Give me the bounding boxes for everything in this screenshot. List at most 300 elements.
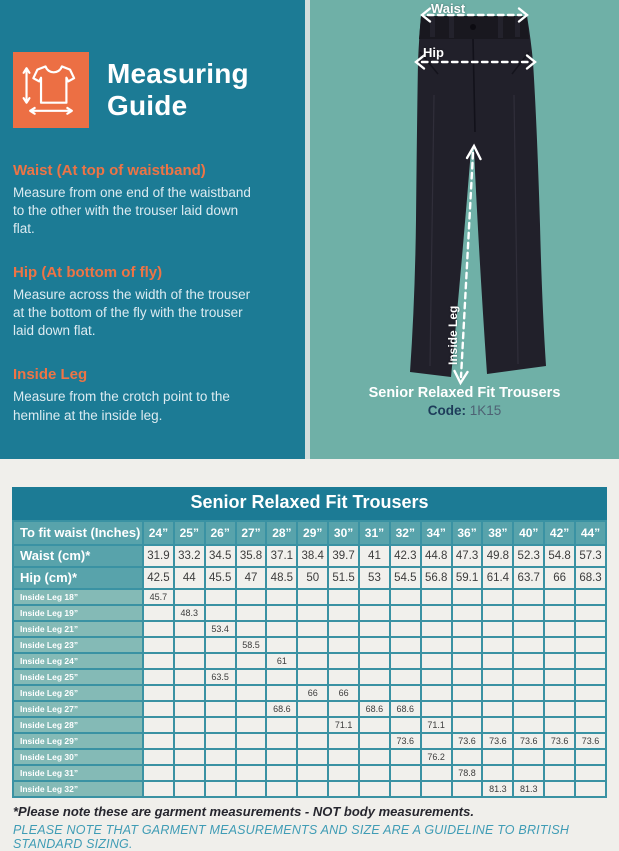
row-label-cell: Inside Leg 19” bbox=[13, 605, 143, 621]
measurement-cell bbox=[297, 781, 328, 797]
measurement-cell: 71.1 bbox=[421, 717, 452, 733]
measurement-cell bbox=[143, 621, 174, 637]
measurement-cell bbox=[390, 685, 421, 701]
table-row bbox=[13, 567, 606, 589]
measurement-cell bbox=[266, 605, 297, 621]
measurement-cell: 76.2 bbox=[421, 749, 452, 765]
measurement-cell bbox=[390, 781, 421, 797]
measurement-cell bbox=[452, 621, 483, 637]
measurement-cell: 42.5 bbox=[143, 567, 174, 589]
page-title-line1: Measuring bbox=[107, 58, 249, 89]
measurement-cell bbox=[174, 765, 205, 781]
measurement-cell bbox=[143, 781, 174, 797]
measurement-cell bbox=[236, 621, 267, 637]
measurement-cell: 68.6 bbox=[390, 701, 421, 717]
measurement-cell bbox=[328, 701, 359, 717]
row-label-cell: Inside Leg 27” bbox=[13, 701, 143, 717]
measurement-cell bbox=[328, 621, 359, 637]
measurement-cell bbox=[390, 621, 421, 637]
measurement-cell bbox=[174, 685, 205, 701]
measurement-cell bbox=[297, 605, 328, 621]
measurement-cell bbox=[143, 749, 174, 765]
measurement-cell bbox=[297, 621, 328, 637]
measurement-cell bbox=[143, 733, 174, 749]
measurement-cell bbox=[513, 749, 544, 765]
measurement-cell bbox=[421, 669, 452, 685]
measurement-cell bbox=[359, 749, 390, 765]
measurement-cell bbox=[421, 733, 452, 749]
measurement-cell: 81.3 bbox=[482, 781, 513, 797]
measurement-cell bbox=[205, 717, 236, 733]
measurement-cell bbox=[236, 685, 267, 701]
measurement-cell bbox=[482, 637, 513, 653]
measurement-cell bbox=[266, 733, 297, 749]
measurement-cell: 53.4 bbox=[205, 621, 236, 637]
measurement-cell bbox=[575, 589, 606, 605]
measurement-cell: 66 bbox=[328, 685, 359, 701]
measure-section bbox=[13, 162, 289, 238]
measurement-cell bbox=[205, 653, 236, 669]
measurement-cell bbox=[452, 685, 483, 701]
measurement-cell bbox=[205, 765, 236, 781]
waist-diagram-label: Waist bbox=[431, 1, 466, 16]
measurement-cell bbox=[297, 637, 328, 653]
measurement-cell: 68.3 bbox=[575, 567, 606, 589]
table-row bbox=[13, 637, 606, 653]
measurement-cell bbox=[143, 685, 174, 701]
measurement-cell: 48.5 bbox=[266, 567, 297, 589]
measurement-cell: 54.8 bbox=[544, 545, 575, 567]
trouser-button bbox=[470, 24, 476, 30]
measurement-cell: 73.6 bbox=[544, 733, 575, 749]
measurement-cell: 45.5 bbox=[205, 567, 236, 589]
measurement-cell bbox=[575, 653, 606, 669]
measurement-cell bbox=[297, 733, 328, 749]
measurement-cell: 68.6 bbox=[266, 701, 297, 717]
measurement-cell bbox=[236, 605, 267, 621]
measurement-cell: 63.7 bbox=[513, 567, 544, 589]
section-text-line: to the other with the trouser laid down bbox=[13, 203, 239, 219]
measurement-cell bbox=[328, 605, 359, 621]
size-header-cell: 30” bbox=[328, 521, 359, 545]
header-label-cell: To fit waist (Inches) bbox=[13, 521, 143, 545]
brand-block bbox=[0, 0, 305, 128]
measurement-cell bbox=[390, 605, 421, 621]
measurement-cell bbox=[266, 621, 297, 637]
measurement-cell bbox=[452, 781, 483, 797]
measurement-cell bbox=[143, 717, 174, 733]
measurement-cell: 35.8 bbox=[236, 545, 267, 567]
section-heading: Inside Leg bbox=[13, 366, 88, 384]
size-header-cell: 28” bbox=[266, 521, 297, 545]
measurement-cell bbox=[421, 589, 452, 605]
table-row bbox=[13, 701, 606, 717]
measurement-cell bbox=[513, 669, 544, 685]
measurement-cell bbox=[513, 701, 544, 717]
size-header-cell: 24” bbox=[143, 521, 174, 545]
table-header-row bbox=[13, 521, 606, 545]
size-header-cell: 44” bbox=[575, 521, 606, 545]
measurement-cell bbox=[205, 685, 236, 701]
garment-measurement-note: *Please note these are garment measurements - NOT body measurements. bbox=[13, 804, 474, 819]
measurement-cell: 57.3 bbox=[575, 545, 606, 567]
measure-section bbox=[13, 264, 289, 340]
measurement-cell bbox=[359, 733, 390, 749]
measurement-cell bbox=[421, 781, 452, 797]
measurement-cell: 63.5 bbox=[205, 669, 236, 685]
row-label-cell: Inside Leg 32” bbox=[13, 781, 143, 797]
measurement-cell bbox=[390, 589, 421, 605]
measurement-cell bbox=[359, 781, 390, 797]
measurement-cell: 61.4 bbox=[482, 567, 513, 589]
measurement-cell bbox=[359, 685, 390, 701]
measurement-cell: 53 bbox=[359, 567, 390, 589]
row-label-cell: Inside Leg 26” bbox=[13, 685, 143, 701]
measurement-cell: 58.5 bbox=[236, 637, 267, 653]
measurement-cell bbox=[297, 717, 328, 733]
row-label-cell: Inside Leg 29” bbox=[13, 733, 143, 749]
measurement-cell bbox=[328, 781, 359, 797]
size-header-cell: 34” bbox=[421, 521, 452, 545]
measurement-cell: 45.7 bbox=[143, 589, 174, 605]
measurement-cell bbox=[266, 765, 297, 781]
measurement-cell bbox=[236, 781, 267, 797]
measurement-cell bbox=[174, 717, 205, 733]
measurement-cell bbox=[513, 589, 544, 605]
page-title-line2: Guide bbox=[107, 90, 188, 122]
measurement-cell bbox=[205, 701, 236, 717]
measurement-cell bbox=[359, 621, 390, 637]
size-table-section bbox=[12, 487, 607, 798]
measurement-cell bbox=[452, 653, 483, 669]
measurement-cell bbox=[328, 765, 359, 781]
table-row bbox=[13, 605, 606, 621]
measurement-cell bbox=[575, 749, 606, 765]
measurement-cell: 37.1 bbox=[266, 545, 297, 567]
section-text-line: Measure from the crotch point to the bbox=[13, 389, 230, 405]
measurement-cell bbox=[452, 589, 483, 605]
row-label-cell: Inside Leg 30” bbox=[13, 749, 143, 765]
measurement-cell bbox=[143, 669, 174, 685]
measurement-cell bbox=[236, 733, 267, 749]
size-header-cell: 29” bbox=[297, 521, 328, 545]
measurement-cell bbox=[328, 589, 359, 605]
trouser-diagram-panel bbox=[310, 0, 619, 459]
measurement-cell: 47 bbox=[236, 567, 267, 589]
measurement-cell bbox=[482, 605, 513, 621]
measurement-cell bbox=[452, 717, 483, 733]
measurement-cell bbox=[513, 605, 544, 621]
measurement-cell: 51.5 bbox=[328, 567, 359, 589]
size-header-cell: 38” bbox=[482, 521, 513, 545]
measurement-cell bbox=[205, 781, 236, 797]
measurement-cell bbox=[544, 653, 575, 669]
measurement-cell bbox=[236, 765, 267, 781]
measurement-cell: 73.6 bbox=[513, 733, 544, 749]
row-label-cell: Inside Leg 18” bbox=[13, 589, 143, 605]
measurement-cell bbox=[575, 621, 606, 637]
section-text-line: hemline at the inside leg. bbox=[13, 407, 163, 423]
row-label-cell: Inside Leg 21” bbox=[13, 621, 143, 637]
measurement-cell bbox=[359, 605, 390, 621]
row-label-cell: Inside Leg 25” bbox=[13, 669, 143, 685]
measurement-cell bbox=[359, 653, 390, 669]
measurement-cell bbox=[390, 669, 421, 685]
section-text-line: flat. bbox=[13, 221, 35, 237]
measurement-cell bbox=[174, 669, 205, 685]
measurement-cell bbox=[205, 733, 236, 749]
measurement-cell: 44.8 bbox=[421, 545, 452, 567]
measurement-cell bbox=[174, 701, 205, 717]
row-label-cell: Inside Leg 24” bbox=[13, 653, 143, 669]
measurement-cell: 49.8 bbox=[482, 545, 513, 567]
size-header-cell: 27” bbox=[236, 521, 267, 545]
measurement-cell bbox=[452, 637, 483, 653]
table-row bbox=[13, 545, 606, 567]
measurement-cell bbox=[544, 669, 575, 685]
measurement-cell bbox=[544, 749, 575, 765]
measurement-cell bbox=[143, 701, 174, 717]
measurement-cell: 73.6 bbox=[575, 733, 606, 749]
section-heading: Waist (At top of waistband) bbox=[13, 162, 206, 179]
measurement-cell bbox=[359, 589, 390, 605]
measurement-cell: 50 bbox=[297, 567, 328, 589]
measurement-cell bbox=[359, 669, 390, 685]
table-row bbox=[13, 781, 606, 797]
measurement-cell bbox=[513, 717, 544, 733]
measurement-cell: 73.6 bbox=[482, 733, 513, 749]
measurement-cell bbox=[143, 765, 174, 781]
measurement-cell bbox=[544, 621, 575, 637]
measurement-cell bbox=[421, 765, 452, 781]
measurement-cell bbox=[390, 653, 421, 669]
measurement-cell bbox=[328, 749, 359, 765]
measurement-cell: 33.2 bbox=[174, 545, 205, 567]
measurement-cell bbox=[297, 653, 328, 669]
measurement-cell bbox=[390, 717, 421, 733]
measurement-cell bbox=[174, 637, 205, 653]
measurement-cell bbox=[266, 669, 297, 685]
section-text-line: Measure from one end of the waistband bbox=[13, 185, 251, 200]
measurement-cell: 73.6 bbox=[390, 733, 421, 749]
measurement-cell bbox=[544, 685, 575, 701]
measurement-cell bbox=[205, 605, 236, 621]
table-row bbox=[13, 621, 606, 637]
measurement-cell bbox=[452, 749, 483, 765]
measurement-cell: 78.8 bbox=[452, 765, 483, 781]
measurement-cell bbox=[390, 765, 421, 781]
measurement-cell bbox=[174, 621, 205, 637]
measurement-cell bbox=[359, 717, 390, 733]
measurement-cell bbox=[174, 749, 205, 765]
measurement-cell bbox=[482, 685, 513, 701]
table-row bbox=[13, 589, 606, 605]
measurement-cell: 48.3 bbox=[174, 605, 205, 621]
measurement-cell bbox=[513, 621, 544, 637]
row-label-cell: Inside Leg 23” bbox=[13, 637, 143, 653]
measurement-cell bbox=[174, 589, 205, 605]
measure-section bbox=[13, 366, 289, 424]
size-header-cell: 40” bbox=[513, 521, 544, 545]
measurement-cell bbox=[544, 717, 575, 733]
table-row bbox=[13, 717, 606, 733]
table-row bbox=[13, 749, 606, 765]
section-text-line: laid down flat. bbox=[13, 323, 96, 339]
measurement-cell bbox=[513, 685, 544, 701]
measurement-cell bbox=[482, 765, 513, 781]
measurement-cell bbox=[513, 637, 544, 653]
measurement-cell: 44 bbox=[174, 567, 205, 589]
measurement-cell: 73.6 bbox=[452, 733, 483, 749]
measurement-cell bbox=[266, 589, 297, 605]
measurement-cell bbox=[575, 765, 606, 781]
table-row bbox=[13, 669, 606, 685]
measurement-cell: 66 bbox=[297, 685, 328, 701]
measurement-cell bbox=[544, 701, 575, 717]
measurement-cell bbox=[544, 765, 575, 781]
measurement-cell bbox=[421, 621, 452, 637]
measurement-cell bbox=[452, 701, 483, 717]
section-heading: Hip (At bottom of fly) bbox=[13, 264, 163, 282]
measurement-cell bbox=[421, 685, 452, 701]
measurement-cell bbox=[236, 701, 267, 717]
measurement-cell bbox=[236, 717, 267, 733]
code-label: Code: bbox=[427, 403, 466, 418]
measurement-cell bbox=[297, 765, 328, 781]
measurement-cell bbox=[421, 637, 452, 653]
measuring-guide-panel bbox=[0, 0, 305, 459]
measurement-cell bbox=[482, 749, 513, 765]
measurement-cell bbox=[544, 605, 575, 621]
measurement-cell bbox=[266, 717, 297, 733]
measurement-cell bbox=[482, 701, 513, 717]
row-label-cell: Inside Leg 28” bbox=[13, 717, 143, 733]
measurement-cell bbox=[143, 653, 174, 669]
measurement-cell: 31.9 bbox=[143, 545, 174, 567]
measurement-cell: 42.3 bbox=[390, 545, 421, 567]
measurement-cell bbox=[544, 637, 575, 653]
measurement-cell bbox=[390, 749, 421, 765]
measurement-cell bbox=[328, 733, 359, 749]
measurement-cell: 54.5 bbox=[390, 567, 421, 589]
measure-sections bbox=[0, 128, 305, 425]
measurement-cell bbox=[143, 637, 174, 653]
measurement-cell: 38.4 bbox=[297, 545, 328, 567]
measurement-cell bbox=[575, 637, 606, 653]
measurement-cell bbox=[205, 589, 236, 605]
table-row bbox=[13, 685, 606, 701]
measurement-cell bbox=[297, 589, 328, 605]
measurement-cell bbox=[452, 605, 483, 621]
measurement-cell bbox=[575, 685, 606, 701]
measurement-cell bbox=[266, 637, 297, 653]
measurement-cell: 68.6 bbox=[359, 701, 390, 717]
measurement-cell: 47.3 bbox=[452, 545, 483, 567]
size-header-cell: 25” bbox=[174, 521, 205, 545]
measurement-cell bbox=[513, 653, 544, 669]
product-caption: Senior Relaxed Fit Trousers bbox=[368, 385, 561, 401]
inside-leg-diagram-label: Inside Leg bbox=[446, 305, 460, 365]
section-text-line: Measure across the width of the trouser bbox=[13, 287, 251, 303]
measurement-cell bbox=[236, 653, 267, 669]
measurement-cell bbox=[297, 701, 328, 717]
measurement-cell bbox=[236, 749, 267, 765]
measurement-cell bbox=[575, 717, 606, 733]
measurement-cell bbox=[205, 637, 236, 653]
measurement-cell bbox=[174, 733, 205, 749]
measurement-cell: 41 bbox=[359, 545, 390, 567]
measurement-cell: 71.1 bbox=[328, 717, 359, 733]
measurement-cell: 59.1 bbox=[452, 567, 483, 589]
measurement-cell: 66 bbox=[544, 567, 575, 589]
measurement-cell: 56.8 bbox=[421, 567, 452, 589]
measurement-cell bbox=[297, 669, 328, 685]
measurement-cell bbox=[236, 589, 267, 605]
measurement-cell bbox=[482, 669, 513, 685]
size-header-cell: 42” bbox=[544, 521, 575, 545]
measurement-cell bbox=[328, 653, 359, 669]
size-header-cell: 26” bbox=[205, 521, 236, 545]
product-code-line bbox=[310, 403, 619, 418]
size-header-cell: 32” bbox=[390, 521, 421, 545]
measurement-cell: 81.3 bbox=[513, 781, 544, 797]
footer-notes bbox=[13, 804, 606, 851]
measurement-cell bbox=[143, 605, 174, 621]
table-row bbox=[13, 653, 606, 669]
measurement-cell bbox=[359, 765, 390, 781]
measurement-cell bbox=[390, 637, 421, 653]
measurement-cell bbox=[482, 621, 513, 637]
table-row bbox=[13, 733, 606, 749]
measurement-cell bbox=[328, 669, 359, 685]
measurement-cell bbox=[328, 637, 359, 653]
measurement-cell bbox=[174, 653, 205, 669]
measurement-cell bbox=[575, 669, 606, 685]
measurement-cell: 52.3 bbox=[513, 545, 544, 567]
measurement-cell: 61 bbox=[266, 653, 297, 669]
measurement-cell bbox=[482, 589, 513, 605]
measurement-cell bbox=[266, 781, 297, 797]
measurement-cell bbox=[575, 781, 606, 797]
code-value: 1K15 bbox=[469, 403, 502, 418]
measurement-cell bbox=[297, 749, 328, 765]
measurement-cell bbox=[482, 717, 513, 733]
measurement-cell bbox=[544, 781, 575, 797]
measurement-cell bbox=[174, 781, 205, 797]
hip-diagram-label: Hip bbox=[423, 45, 444, 60]
measurement-cell bbox=[482, 653, 513, 669]
size-table-title: Senior Relaxed Fit Trousers bbox=[12, 487, 607, 520]
section-text-line: at the bottom of the fly with the trouser bbox=[13, 305, 243, 321]
measurement-cell bbox=[544, 589, 575, 605]
measurement-cell bbox=[421, 605, 452, 621]
measurement-cell bbox=[266, 685, 297, 701]
size-table-body bbox=[13, 521, 606, 797]
measurement-cell bbox=[452, 669, 483, 685]
measurement-cell bbox=[575, 605, 606, 621]
measurement-cell bbox=[236, 669, 267, 685]
measurement-cell bbox=[266, 749, 297, 765]
measurement-cell bbox=[421, 701, 452, 717]
measurement-cell bbox=[575, 701, 606, 717]
size-header-cell: 36” bbox=[452, 521, 483, 545]
size-header-cell: 31” bbox=[359, 521, 390, 545]
tshirt-measure-icon bbox=[22, 61, 80, 119]
page-title bbox=[107, 52, 249, 123]
british-sizing-note: PLEASE NOTE THAT GARMENT MEASUREMENTS AND SIZE ARE A GUIDELINE TO BRITISH STANDARD SIZING. bbox=[13, 823, 570, 851]
measurement-cell bbox=[421, 653, 452, 669]
measure-icon-box bbox=[13, 52, 89, 128]
